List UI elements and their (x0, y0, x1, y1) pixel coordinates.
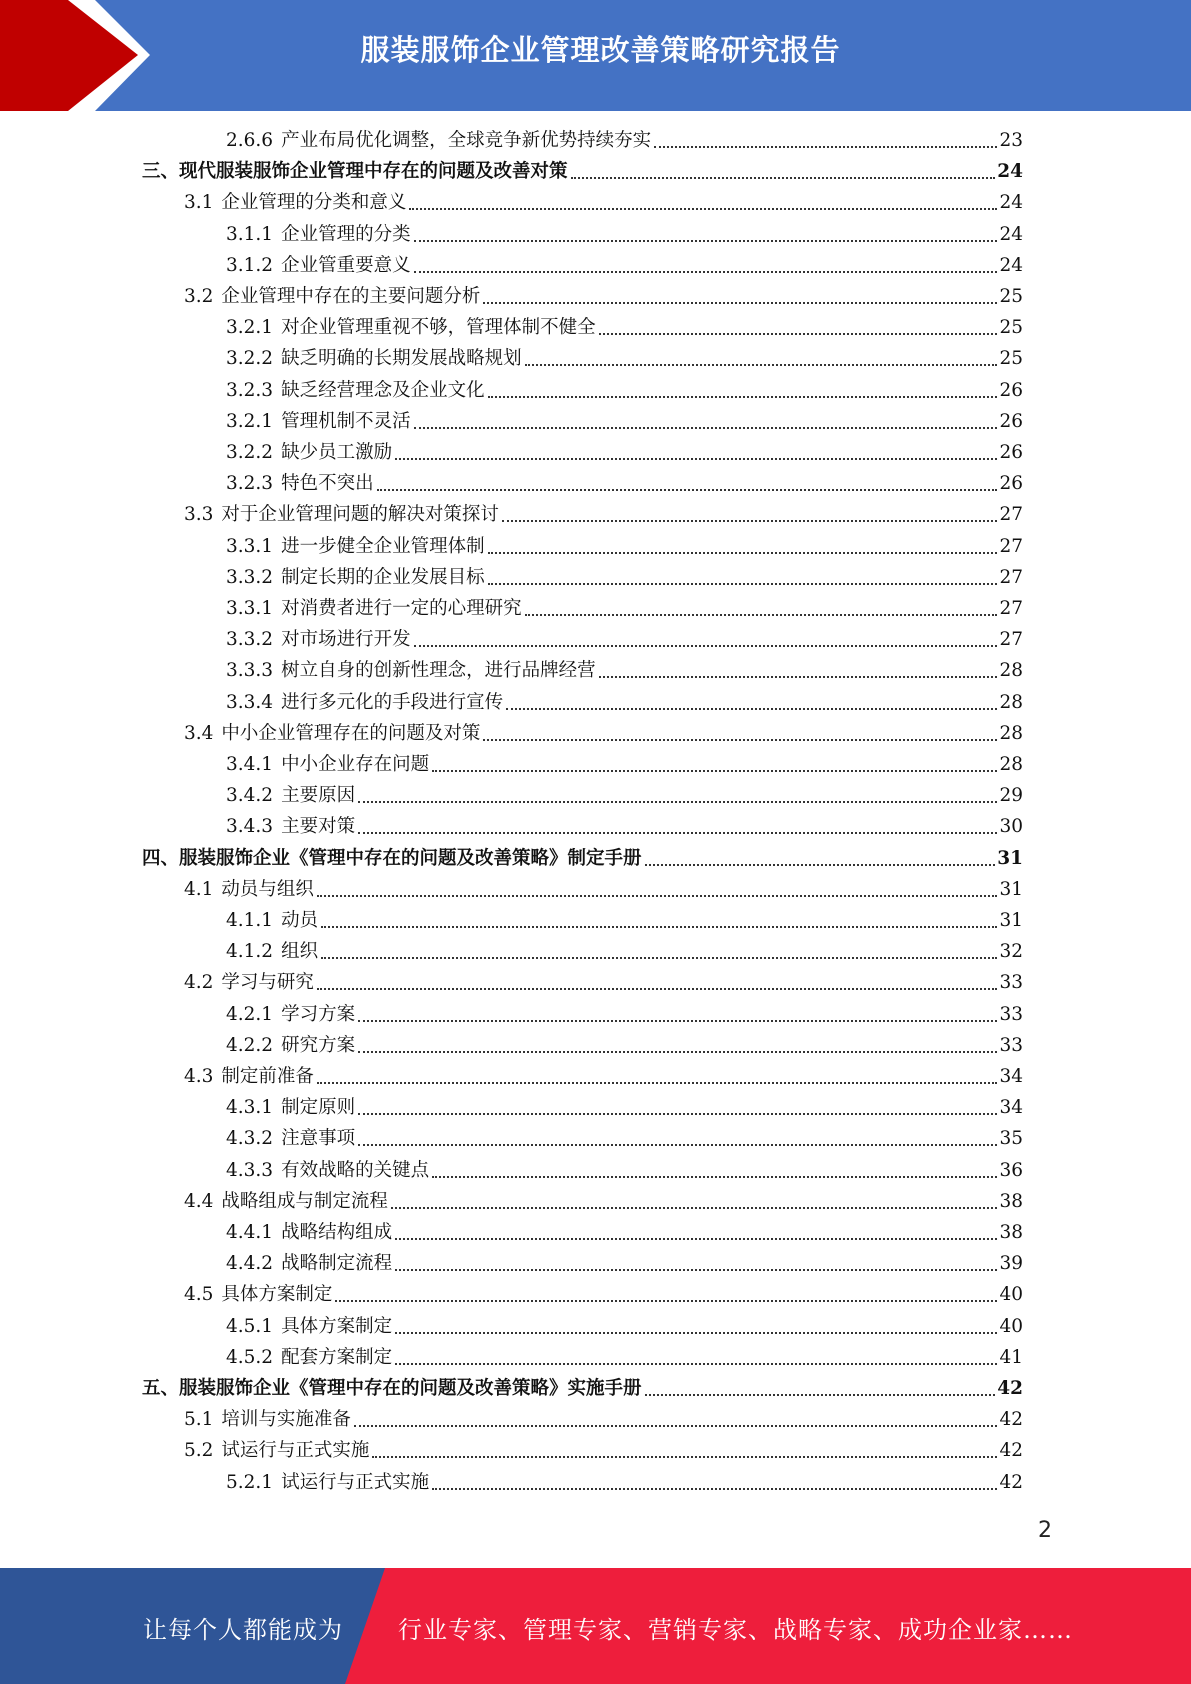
toc-entry-title: 三、现代服装服饰企业管理中存在的问题及改善对策 (142, 161, 568, 183)
toc-entry-title: 动员与组织 (221, 878, 314, 900)
toc-entry-title: 具体方案制定 (221, 1284, 333, 1306)
toc-entry-page: 24 (999, 254, 1023, 276)
toc-entry-title: 对市场进行开发 (281, 629, 411, 651)
toc-entry-page: 28 (999, 722, 1023, 744)
toc-entry[interactable] (226, 533, 1023, 561)
toc-entry-page: 42 (999, 1440, 1023, 1462)
toc-entry-title: 战略制定流程 (281, 1253, 393, 1275)
toc-entry[interactable] (184, 501, 1023, 529)
toc-dot-leader (654, 146, 997, 148)
toc-entry-title: 企业管理的分类和意义 (221, 192, 407, 214)
toc-entry-title: 缺乏经营理念及企业文化 (281, 379, 485, 401)
toc-entry-number: 4.1 (184, 878, 214, 900)
toc-entry[interactable] (184, 969, 1023, 997)
toc-entry-title: 主要对策 (281, 816, 356, 838)
toc-entry-number: 4.2.1 (226, 1003, 274, 1025)
toc-dot-leader (395, 1269, 997, 1271)
toc-entry-number: 4.1.2 (226, 941, 274, 963)
toc-entry-page: 26 (999, 379, 1023, 401)
toc-entry-title: 试运行与正式实施 (281, 1471, 430, 1493)
toc-entry-page: 24 (999, 223, 1023, 245)
toc-dot-leader (488, 552, 998, 554)
page-header (0, 0, 1191, 111)
toc-entry-page: 27 (999, 598, 1023, 619)
toc-entry[interactable] (226, 314, 1023, 342)
toc-entry-title: 缺乏明确的长期发展战略规划 (281, 348, 522, 370)
toc-dot-leader (395, 1238, 997, 1240)
toc-entry-page: 31 (999, 910, 1023, 931)
toc-entry-page: 42 (999, 1409, 1023, 1431)
footer-slogan-right: 行业专家、管理专家、营销专家、战略专家、成功企业家…… (398, 1616, 1073, 1644)
toc-entry-title: 企业管理中存在的主要问题分析 (221, 286, 481, 307)
toc-entry-number: 4.2 (184, 972, 214, 994)
toc-dot-leader (395, 1332, 997, 1334)
toc-entry-page: 40 (999, 1284, 1023, 1306)
toc-dot-leader (488, 583, 998, 585)
toc-entry-page: 33 (999, 1003, 1023, 1025)
toc-dot-leader (432, 1488, 997, 1490)
toc-entry-number: 4.5.1 (226, 1315, 274, 1337)
toc-entry-number: 3.2 (184, 286, 214, 307)
toc-entry[interactable] (226, 595, 1023, 623)
toc-entry-page: 28 (999, 691, 1023, 713)
toc-entry[interactable] (226, 470, 1023, 498)
toc-entry-title: 制定原则 (281, 1097, 356, 1119)
toc-entry-page: 34 (999, 1066, 1023, 1087)
toc-entry-number: 5.2 (184, 1440, 214, 1462)
toc-entry-number: 3.4.2 (226, 785, 274, 807)
toc-entry-page: 28 (999, 754, 1023, 775)
toc-entry-title: 进一步健全企业管理体制 (281, 535, 485, 557)
toc-entry[interactable] (184, 283, 1023, 311)
toc-entry[interactable] (226, 938, 1023, 966)
toc-entry-number: 3.2.1 (226, 410, 274, 432)
toc-entry[interactable] (226, 345, 1023, 373)
footer-slogan-left: 让每个人都能成为 (143, 1616, 343, 1644)
toc-dot-leader (645, 1394, 996, 1396)
toc-dot-leader (395, 1363, 997, 1365)
toc-entry-number: 5.2.1 (226, 1471, 274, 1493)
toc-entry-page: 28 (999, 660, 1023, 682)
toc-entry[interactable] (142, 158, 1023, 186)
toc-entry-number: 3.2.3 (226, 473, 274, 495)
toc-dot-leader (483, 739, 997, 741)
toc-entry[interactable] (226, 1001, 1023, 1029)
toc-entry[interactable] (226, 751, 1023, 779)
toc-entry[interactable] (226, 1469, 1023, 1497)
toc-dot-leader (372, 1456, 997, 1458)
toc-dot-leader (432, 1176, 997, 1178)
toc-entry[interactable] (226, 1250, 1023, 1278)
toc-entry-title: 研究方案 (281, 1034, 356, 1056)
toc-entry-page: 36 (999, 1159, 1023, 1181)
toc-entry-title: 试运行与正式实施 (221, 1440, 370, 1462)
toc-entry-title: 缺少员工激励 (281, 442, 393, 463)
toc-entry-title: 有效战略的关键点 (281, 1159, 430, 1181)
toc-entry[interactable] (226, 1344, 1023, 1372)
toc-entry-page: 42 (999, 1471, 1023, 1493)
toc-entry-page: 35 (999, 1128, 1023, 1150)
toc-entry-title: 主要原因 (281, 785, 356, 807)
toc-dot-leader (335, 1300, 997, 1302)
toc-entry-page: 23 (999, 130, 1023, 151)
toc-dot-leader (409, 208, 997, 210)
toc-dot-leader (354, 1425, 998, 1427)
toc-entry[interactable] (184, 1406, 1023, 1434)
toc-dot-leader (358, 1020, 997, 1022)
toc-entry-page: 31 (997, 847, 1023, 869)
toc-dot-leader (358, 1144, 997, 1146)
toc-entry-title: 动员 (281, 910, 319, 931)
toc-dot-leader (599, 676, 998, 678)
toc-entry[interactable] (184, 1437, 1023, 1465)
toc-entry[interactable] (226, 689, 1023, 717)
toc-dot-leader (506, 708, 997, 710)
toc-entry[interactable] (142, 1375, 1023, 1403)
toc-entry-page: 34 (999, 1097, 1023, 1119)
toc-entry-page: 26 (999, 410, 1023, 432)
toc-entry-page: 29 (999, 785, 1023, 807)
toc-entry-page: 26 (999, 442, 1023, 463)
toc-entry-page: 31 (999, 878, 1023, 900)
toc-entry-page: 32 (999, 941, 1023, 963)
toc-entry-title: 进行多元化的手段进行宣传 (281, 691, 504, 713)
toc-entry-title: 制定长期的企业发展目标 (281, 566, 485, 588)
toc-entry-page: 25 (999, 286, 1023, 307)
toc-dot-leader (321, 926, 997, 928)
toc-entry[interactable] (226, 1219, 1023, 1247)
toc-entry[interactable] (184, 720, 1023, 748)
toc-entry-title: 培训与实施准备 (221, 1409, 351, 1431)
toc-entry-page: 26 (999, 473, 1023, 495)
toc-entry-title: 学习方案 (281, 1003, 356, 1025)
toc-entry-page: 27 (999, 629, 1023, 651)
document-title: 服装服饰企业管理改善策略研究报告 (360, 33, 841, 67)
toc-entry-page: 41 (999, 1346, 1023, 1368)
toc-entry-title: 注意事项 (281, 1128, 356, 1150)
toc-entry-number: 4.5.2 (226, 1346, 274, 1368)
toc-entry-number: 4.5 (184, 1284, 214, 1306)
toc-entry[interactable] (184, 876, 1023, 904)
toc-entry-number: 4.4.2 (226, 1253, 274, 1275)
toc-entry-title: 对消费者进行一定的心理研究 (281, 598, 522, 619)
toc-dot-leader (571, 177, 996, 179)
toc-dot-leader (414, 645, 998, 647)
toc-entry-title: 企业管理的分类 (281, 223, 411, 245)
toc-entry-number: 3.4.1 (226, 754, 274, 775)
toc-entry[interactable] (226, 1032, 1023, 1060)
toc-entry-title: 对企业管理重视不够，管理体制不健全 (281, 317, 596, 339)
toc-entry-number: 4.3.3 (226, 1159, 274, 1181)
toc-dot-leader (432, 770, 997, 772)
toc-entry-number: 3.1 (184, 192, 214, 214)
toc-entry-number: 5.1 (184, 1409, 214, 1431)
toc-entry-number: 3.1.1 (226, 223, 274, 245)
toc-dot-leader (645, 864, 996, 866)
toc-dot-leader (414, 427, 998, 429)
toc-entry-page: 24 (999, 192, 1023, 214)
toc-entry-title: 中小企业存在问题 (281, 754, 430, 775)
toc-entry[interactable] (226, 782, 1023, 810)
toc-entry-number: 4.4 (184, 1190, 214, 1212)
toc-entry[interactable] (184, 1063, 1023, 1091)
toc-entry-number: 4.3.2 (226, 1128, 274, 1150)
toc-entry-page: 38 (999, 1190, 1023, 1212)
toc-entry[interactable] (226, 1157, 1023, 1185)
toc-entry-page: 33 (999, 972, 1023, 994)
page-number: 2 (1038, 1518, 1052, 1543)
toc-entry-title: 战略组成与制定流程 (221, 1190, 388, 1212)
toc-entry[interactable] (226, 1313, 1023, 1341)
toc-entry-title: 五、服装服饰企业《管理中存在的问题及改善策略》实施手册 (142, 1378, 642, 1399)
toc-entry-number: 3.4 (184, 722, 214, 744)
toc-entry-title: 中小企业管理存在的问题及对策 (221, 722, 481, 744)
toc-entry[interactable] (226, 377, 1023, 405)
toc-dot-leader (317, 895, 998, 897)
toc-entry-page: 30 (999, 816, 1023, 838)
toc-entry-number: 4.1.1 (226, 910, 274, 931)
toc-dot-leader (358, 832, 997, 834)
toc-entry-number: 3.2.2 (226, 442, 274, 463)
toc-entry[interactable] (226, 221, 1023, 249)
toc-entry-title: 特色不突出 (281, 473, 374, 495)
toc-dot-leader (317, 988, 998, 990)
toc-entry-number: 4.3 (184, 1066, 214, 1087)
toc-dot-leader (483, 302, 997, 304)
toc-entry-page: 27 (999, 566, 1023, 588)
toc-dot-leader (414, 240, 998, 242)
toc-entry-page: 25 (999, 348, 1023, 370)
page-footer (0, 1568, 1191, 1684)
toc-entry-number: 3.4.3 (226, 816, 274, 838)
toc-entry-title: 四、服装服饰企业《管理中存在的问题及改善策略》制定手册 (142, 847, 642, 869)
toc-dot-leader (525, 364, 998, 366)
toc-entry-number: 3.3.2 (226, 566, 274, 588)
toc-entry[interactable] (226, 657, 1023, 685)
toc-entry-number: 4.3.1 (226, 1097, 274, 1119)
toc-entry-page: 42 (997, 1378, 1023, 1399)
toc-entry[interactable] (226, 626, 1023, 654)
toc-entry-title: 学习与研究 (221, 972, 314, 994)
toc-entry-page: 24 (997, 161, 1023, 183)
toc-entry-number: 3.3.3 (226, 660, 274, 682)
toc-entry-number: 3.3.2 (226, 629, 274, 651)
toc-dot-leader (395, 458, 997, 460)
toc-dot-leader (377, 489, 998, 491)
toc-entry-number: 2.6.6 (226, 130, 274, 151)
toc-entry-number: 3.3.1 (226, 598, 274, 619)
toc-entry[interactable] (226, 564, 1023, 592)
toc-entry-title: 企业管重要意义 (281, 254, 411, 276)
toc-entry[interactable] (184, 1281, 1023, 1309)
toc-dot-leader (414, 271, 998, 273)
toc-entry-number: 3.2.3 (226, 379, 274, 401)
toc-entry-title: 管理机制不灵活 (281, 410, 411, 432)
toc-entry-title: 组织 (281, 941, 319, 963)
toc-dot-leader (358, 1113, 997, 1115)
toc-entry-page: 27 (999, 535, 1023, 557)
toc-entry[interactable] (226, 813, 1023, 841)
toc-dot-leader (321, 957, 997, 959)
toc-entry[interactable] (226, 252, 1023, 280)
toc-entry-number: 3.2.2 (226, 348, 274, 370)
toc-dot-leader (599, 333, 998, 335)
toc-dot-leader (502, 520, 998, 522)
toc-dot-leader (317, 1082, 998, 1084)
toc-entry-number: 4.2.2 (226, 1034, 274, 1056)
toc-entry-page: 25 (999, 317, 1023, 339)
toc-entry-title: 产业布局优化调整，全球竞争新优势持续夯实 (281, 130, 652, 151)
toc-entry-title: 战略结构组成 (281, 1222, 393, 1243)
toc-entry-title: 具体方案制定 (281, 1315, 393, 1337)
toc-entry[interactable] (226, 1125, 1023, 1153)
toc-entry[interactable] (226, 408, 1023, 436)
toc-entry-title: 制定前准备 (221, 1066, 314, 1087)
toc-entry[interactable] (226, 1094, 1023, 1122)
toc-entry-number: 4.4.1 (226, 1222, 274, 1243)
toc-entry-number: 3.1.2 (226, 254, 274, 276)
toc-entry-page: 39 (999, 1253, 1023, 1275)
toc-entry[interactable] (184, 189, 1023, 217)
toc-entry-number: 3.3.1 (226, 535, 274, 557)
toc-entry-page: 33 (999, 1034, 1023, 1056)
toc-entry-page: 27 (999, 504, 1023, 526)
toc-dot-leader (488, 396, 998, 398)
toc-entry[interactable] (184, 1188, 1023, 1216)
toc-dot-leader (525, 614, 998, 616)
toc-entry-number: 3.3.4 (226, 691, 274, 713)
toc-entry[interactable] (226, 907, 1023, 935)
toc-entry-number: 3.2.1 (226, 317, 274, 339)
toc-entry[interactable] (142, 845, 1023, 873)
toc-entry-number: 3.3 (184, 504, 214, 526)
toc-entry[interactable] (226, 439, 1023, 467)
toc-entry-page: 38 (999, 1222, 1023, 1243)
toc-entry-title: 树立自身的创新性理念，进行品牌经营 (281, 660, 596, 682)
toc-dot-leader (391, 1207, 998, 1209)
toc-entry-page: 40 (999, 1315, 1023, 1337)
toc-entry-title: 对于企业管理问题的解决对策探讨 (221, 504, 499, 526)
toc-entry[interactable] (226, 127, 1023, 155)
toc-dot-leader (358, 801, 997, 803)
toc-dot-leader (358, 1051, 997, 1053)
toc-entry-title: 配套方案制定 (281, 1346, 393, 1368)
